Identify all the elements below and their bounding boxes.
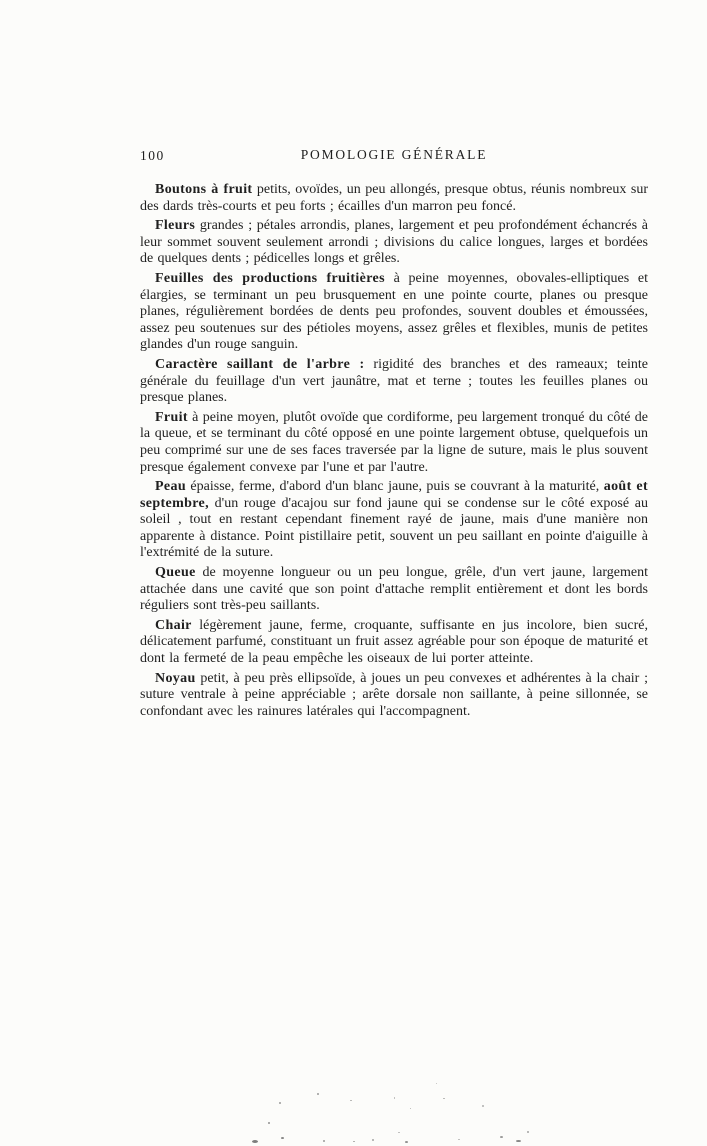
lead-word: Chair (155, 617, 192, 633)
scan-speckle (323, 1140, 325, 1142)
lead-word: Noyau (155, 670, 196, 686)
scan-speckle (394, 1097, 395, 1099)
scan-speckle (353, 1141, 355, 1142)
paragraph (140, 565, 648, 615)
scan-speckle (527, 1131, 529, 1133)
paragraph (140, 410, 648, 476)
page-number: 100 (140, 148, 165, 163)
paragraph (140, 671, 648, 721)
paragraph-text: épaisse, ferme, d'abord d'un blanc jaune, puis se couvrant à la maturité, (185, 479, 604, 495)
scan-speckle (405, 1141, 408, 1143)
lead-word: Feuilles des productions fruitières (155, 270, 385, 286)
running-title: POMOLOGIE GÉNÉRALE (300, 147, 488, 162)
scan-speckle (516, 1140, 521, 1142)
scan-speckle (500, 1136, 503, 1138)
scan-speckle (443, 1098, 445, 1099)
scan-speckle (482, 1105, 484, 1107)
lead-word: Queue (155, 565, 196, 581)
paragraph-text: grandes ; pétales arrondis, planes, largement et peu profondément échancrés à leur sommet souvent seulement arrondi ; divisions du calice longues, larges et bordées de quelques dents ; pédicelles longs et grêles. (140, 218, 648, 267)
paragraph-text: d'un rouge d'acajou sur fond jaune qui se condense sur le côté exposé au soleil , tout en restant cependant finement rayé de jaune, mais d'une manière non apparente à distance. Point pistillaire petit, souvent un peu saillant en pointe d'aiguille à l'extrémité de la suture. (140, 495, 648, 561)
scan-speckle (317, 1093, 319, 1095)
scan-speckle (268, 1122, 270, 1124)
scan-speckle (350, 1100, 352, 1101)
lead-word: Caractère saillant de l'arbre : (155, 356, 365, 372)
scan-speckle (252, 1140, 258, 1143)
paragraph-text: à peine moyen, plutôt ovoïde que cordiforme, peu largement tronqué du côté de la queue, et se terminant du côté opposé en une pointe largement obtuse, quelquefois un peu comprimé sur une de ses faces traversée par la ligne de suture, mais le plus souvent presque également convexe par l'une et par l'autre. (140, 409, 648, 475)
page-header (140, 147, 648, 163)
paragraph (140, 182, 648, 215)
paragraph (140, 357, 648, 407)
scan-speckle (398, 1132, 400, 1133)
paragraph (140, 618, 648, 668)
lead-word: Peau (155, 479, 186, 495)
paragraph-text: à peine moyennes, obovales-elliptiques et élargies, se terminant un peu brusquement en une pointe courte, planes ou presque planes, régulièrement bordées de dents peu profondes, souvent doubles et émoussées, assez peu soutenues sur des pétioles moyens, assez grêles et flexibles, munis de petites glandes d'un rouge sanguin. (140, 270, 648, 353)
paragraph-text: de moyenne longueur ou un peu longue, grêle, d'un vert jaune, largement attachée dans une cavité que son point d'attache remplit entièrement et dont les bords réguliers sont très-peu saillants. (140, 565, 648, 614)
lead-word: août et septembre, (140, 479, 648, 511)
lead-word: Fruit (155, 409, 188, 425)
scan-speckle (436, 1083, 437, 1084)
paragraph (140, 271, 648, 354)
scan-speckle (279, 1102, 281, 1104)
paragraph-text: légèrement jaune, ferme, croquante, suffisante en jus incolore, bien sucré, délicatement parfumé, constituant un fruit assez agréable pour son époque de maturité et dont la fermeté de la peau empêche les oiseaux de lui porter atteinte. (140, 617, 648, 667)
scan-speckle (410, 1108, 411, 1109)
lead-word: Boutons à fruit (155, 182, 253, 197)
paragraph-text: petit, à peu près ellipsoïde, à joues un peu convexes et adhérentes à la chair ; suture ventrale à peine appréciable ; arête dorsale non saillante, à peine sillonnée, se confondant avec les rainures latérales qui l'accompagnent. (140, 670, 648, 719)
paragraph-text: rigidité des branches et des rameaux; teinte générale du feuillage d'un vert jaunâtre, mat et terne ; toutes les feuilles planes ou presque planes. (140, 356, 648, 406)
scan-speckle (372, 1139, 374, 1141)
paragraph (140, 218, 648, 268)
scan-speckle (458, 1139, 460, 1140)
paragraph-text: petits, ovoïdes, un peu allongés, presque obtus, réunis nombreux sur des dards très-courts et peu forts ; écailles d'un marron peu foncé. (140, 182, 648, 214)
body-text (140, 182, 648, 720)
lead-word: Fleurs (155, 218, 196, 234)
scan-speckle (281, 1137, 284, 1139)
paragraph (140, 479, 648, 562)
